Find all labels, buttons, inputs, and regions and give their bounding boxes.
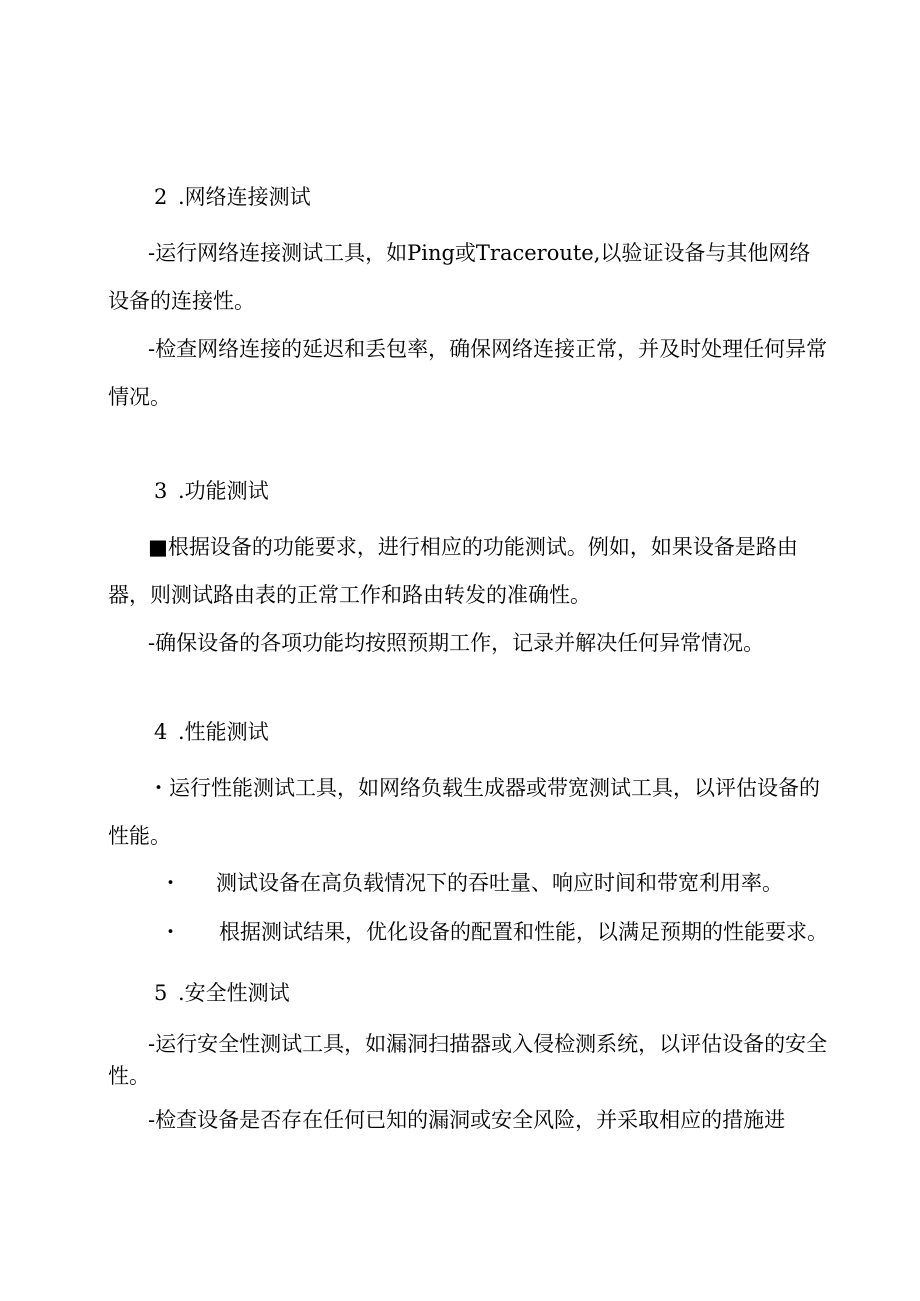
section-number: 4 <box>154 720 168 744</box>
section-security-test <box>108 978 828 1144</box>
paragraph: -确保设备的各项功能均按照预期工作，记录并解决任何异常情况。 <box>148 631 765 655</box>
bullet-text: 根据测试结果，优化设备的配置和性能，以满足预期的性能要求。 <box>219 920 828 944</box>
bullet-dot: ・ <box>160 920 181 944</box>
bullet-text: 测试设备在高负载情况下的吞吐量、响应时间和带宽利用率。 <box>216 871 783 895</box>
section-number: 2 <box>154 185 168 209</box>
section-heading <box>108 182 828 212</box>
paragraph: -检查设备是否存在任何已知的漏洞或安全风险，并采取相应的措施进 <box>148 1108 786 1132</box>
paragraph: ■根据设备的功能要求，进行相应的功能测试。例如，如果设备是路由器，则测试路由表的正常工作和路由转发的准确性。 <box>108 535 798 607</box>
paragraph: ・运行性能测试工具，如网络负载生成器或带宽测试工具，以评估设备的性能。 <box>108 776 820 848</box>
paragraph: -运行网络连接测试工具，如Ping或Traceroute,以验证设备与其他网络设备的连接性。 <box>108 241 811 313</box>
section-title: .安全性测试 <box>178 981 290 1005</box>
section-network-test <box>108 182 828 421</box>
bullet-item <box>108 868 828 898</box>
bullet-dot: ・ <box>160 871 181 895</box>
section-function-test <box>108 476 828 667</box>
section-performance-test <box>108 717 828 947</box>
section-title: .性能测试 <box>178 720 269 744</box>
section-number: 5 <box>154 981 168 1005</box>
section-heading <box>108 978 828 1008</box>
bullet-item <box>108 917 828 947</box>
section-title: .功能测试 <box>178 479 269 503</box>
section-heading <box>108 476 828 506</box>
section-title: .网络连接测试 <box>178 185 311 209</box>
section-number: 3 <box>154 479 168 503</box>
section-heading <box>108 717 828 747</box>
paragraph: -检查网络连接的延迟和丢包率，确保网络连接正常，并及时处理任何异常情况。 <box>108 337 828 409</box>
paragraph: -运行安全性测试工具，如漏洞扫描器或入侵检测系统，以评估设备的安全性。 <box>108 1032 828 1088</box>
